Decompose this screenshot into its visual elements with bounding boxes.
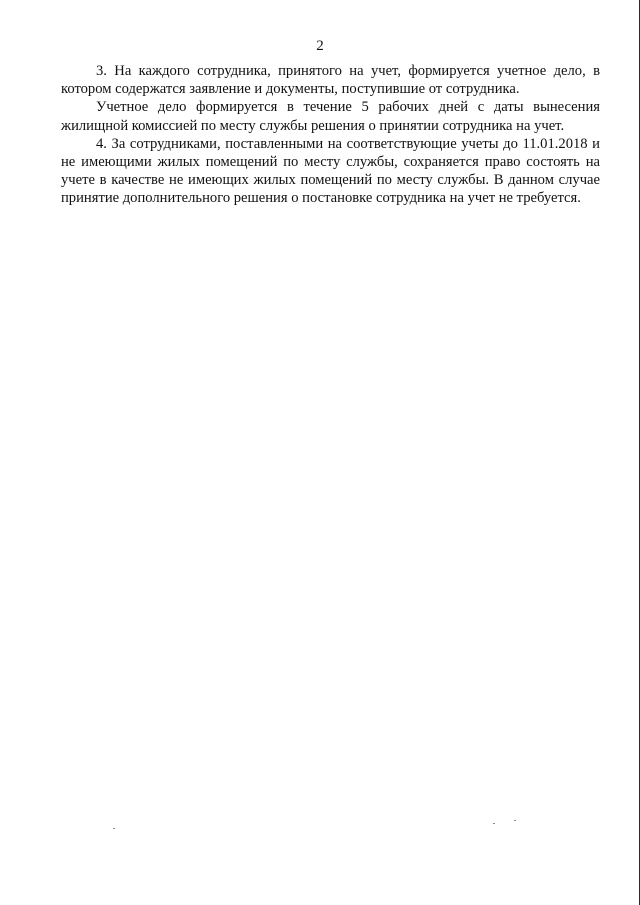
paragraph-4: 4. За сотрудниками, поставленными на соответствующие учеты до 11.01.2018 и не имеющими жилых помещений по месту службы, сохраняется право состоять на учете в качестве не имеющих жилых помещений по месту службы. В данном случае принятие дополнительного решения о постановке сотрудника на учет не требуется. [61, 135, 600, 207]
scan-speck [493, 823, 495, 824]
scan-speck [514, 820, 516, 821]
scan-speck [113, 828, 115, 829]
page-number: 2 [316, 38, 324, 54]
paragraph-3-continuation: Учетное дело формируется в течение 5 рабочих дней с даты вынесения жилищной комиссией по месту службы решения о принятии сотрудника на учет. [61, 99, 600, 134]
document-body [61, 62, 600, 208]
paragraph-3: 3. На каждого сотрудника, принятого на учет, формируется учетное дело, в котором содержатся заявление и документы, поступившие от сотрудника. [61, 63, 600, 98]
